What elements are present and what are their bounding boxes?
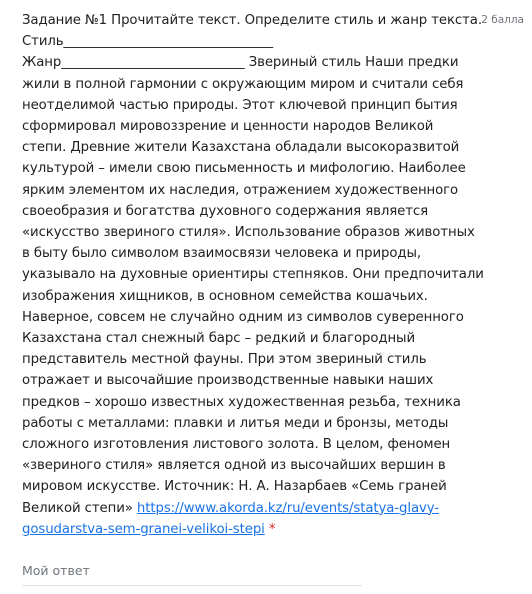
source-link-continued[interactable]: gosudarstva-sem-granei-velikoi-stepi	[22, 521, 265, 537]
question-line: неотделимой частью природы. Этот ключевой принцип бытия	[22, 97, 458, 113]
question-line: своеобразия и богатства духовного содержания является	[22, 203, 428, 219]
question-line-with-link	[22, 519, 470, 540]
question-line: сформировал мировоззрение и ценности народов Великой	[22, 119, 434, 135]
question-line: в быту было символом взаимосвязи человека и природы,	[22, 246, 421, 262]
answer-input[interactable]: Мой ответ	[22, 563, 90, 578]
source-text: Великой степи»	[22, 500, 137, 516]
question-line: Стиль________________________________	[22, 34, 274, 50]
question-line: Казахстана стал снежный барс – редкий и благородный	[22, 331, 416, 347]
source-link[interactable]: https://www.akorda.kz/ru/events/statya-glavy-	[136, 500, 439, 516]
question-line: изображения хищников, в основном семейства кошачьих.	[22, 288, 428, 304]
question-line: Задание №1 Прочитайте текст. Определите стиль и жанр текста.	[22, 13, 482, 28]
question-line: работы с металлами: плавки и литья меди и бронзы, методы	[22, 415, 449, 431]
question-line: указывало на духовные ориентиры степняков. Они предпочитали	[22, 267, 484, 283]
question-line: Наверное, совсем не случайно одним из символов суверенного	[22, 309, 464, 325]
question-text	[22, 10, 484, 540]
question-line: представитель местной фауны. При этом звериный стиль	[22, 352, 427, 368]
question-line: предков – хорошо известных художественная резьба, техника	[22, 394, 461, 410]
answer-underline	[22, 585, 362, 586]
question-line: отражает и высочайшие производственные навыки наших	[22, 373, 434, 389]
question-line: «искусство звериного стиля». Использование образов животных	[22, 225, 475, 241]
question-line: жили в полной гармонии с окружающим миром и считали себя	[22, 76, 464, 92]
question-line: сложного изготовления листового золота. В целом, феномен	[22, 437, 451, 453]
question-line: степи. Древние жители Казахстана обладали высокоразвитой	[22, 140, 460, 156]
question-line: «звериного стиля» является одной из высочайших вершин в	[22, 458, 446, 474]
required-asterisk: *	[264, 521, 276, 537]
points-label: 2 балла	[481, 14, 524, 26]
question-line: мировом искусстве. Источник: Н. А. Назарбаев «Семь граней	[22, 479, 447, 495]
question-line: Жанр____________________________ Звериный стиль Наши предки	[22, 55, 459, 71]
question-line: ярким элементом их наследия, отражением художественного	[22, 182, 459, 198]
question-line: культурой – имели свою письменность и мифологию. Наиболее	[22, 161, 466, 177]
question-line-with-link	[22, 498, 470, 519]
